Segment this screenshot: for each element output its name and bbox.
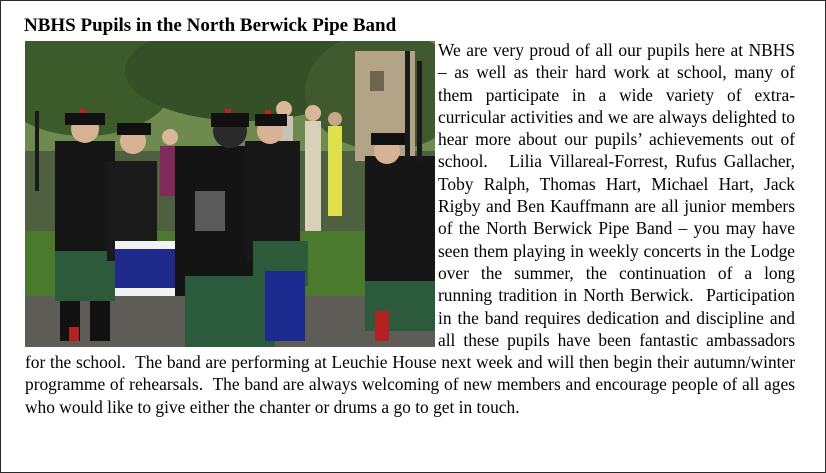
pipe-band-photo-drawing bbox=[25, 41, 435, 347]
pipe-band-photo bbox=[25, 41, 435, 347]
article-title: NBHS Pupils in the North Berwick Pipe Band bbox=[24, 15, 397, 36]
article-body-text: We are very proud of all our pupils here at NBHS – as well as their hard work at school, many of them participate in a wide variety of extra-curricular activities and we are always delighted to hear more about our pupils’ achievements out of school. Lilia Villareal-Forrest, Rufus Gallacher, Toby Ralph, Thomas Hart, Michael Hart, Jack Rigby and Ben Kauffmann are all junior members of the North Berwick Pipe Band – you may have seen them playing in weekly concerts in the Lodge over the summer, the continuation of a long running tradition in North Berwick. Participation in the band requires dedication and discipline and all these pupils have been fantastic ambassadors for the school. The band are performing at Leuchie House next week and will then begin their autumn/winter programme of rehearsals. The band are always welcoming of new members and encourage people of all ages who would like to give either the chanter or drums a go to get in touch. bbox=[25, 40, 795, 417]
article-body-container bbox=[25, 39, 795, 418]
